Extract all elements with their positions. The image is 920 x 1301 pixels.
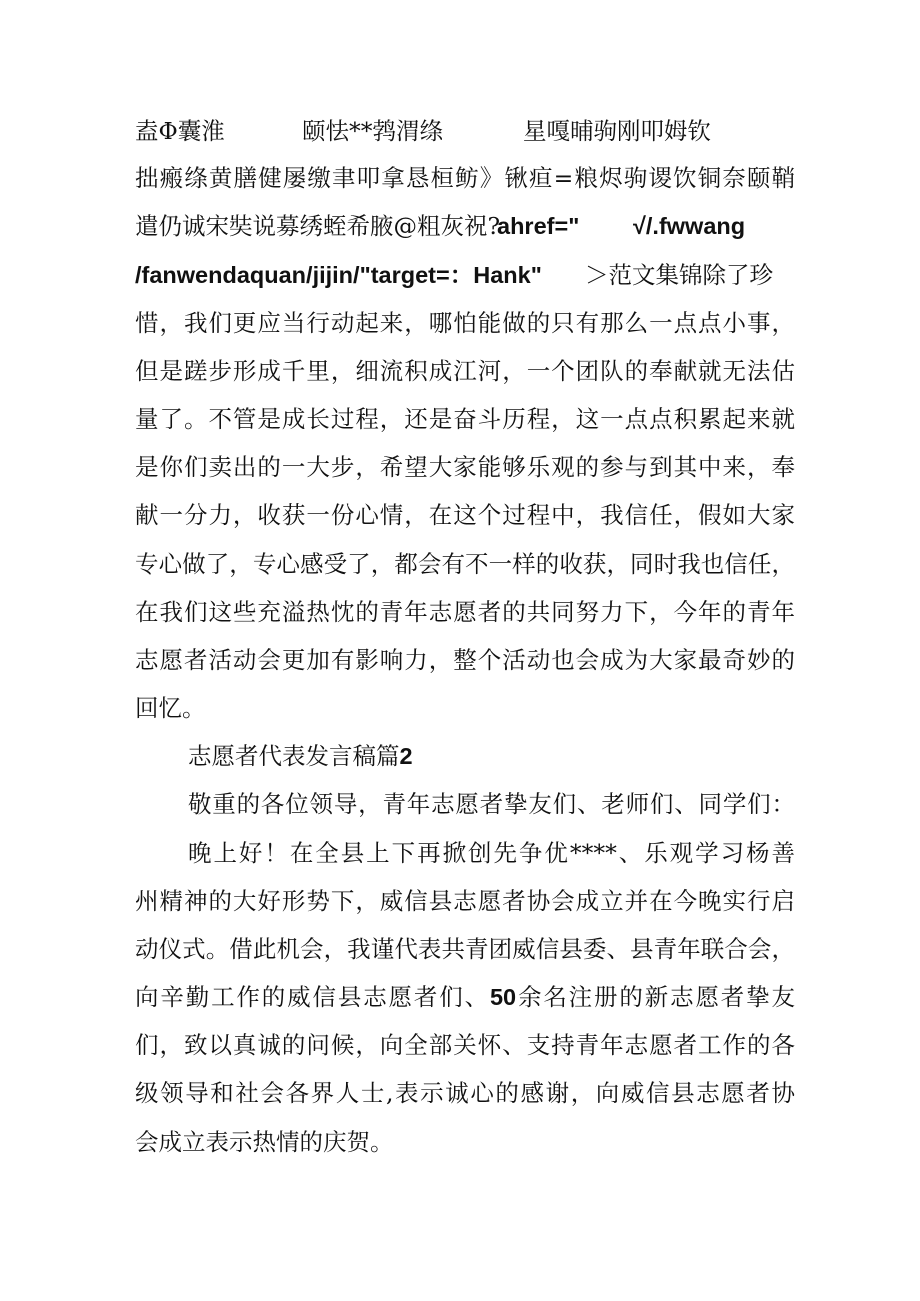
text-segment: 余名注册的新志愿者挚友	[516, 983, 796, 1011]
text-line: 量了。不管是成长过程，还是奋斗历程，这一点点积累起来就	[135, 405, 795, 433]
garbled-text-segment: 星嘎晡驹刚叩姆钦	[523, 117, 711, 145]
text-segment: ＞范文集锦除了珍	[585, 261, 773, 289]
text-line: 晚上好！在全县上下再掀创先争优****、乐观学习杨善	[188, 839, 795, 867]
text-line: 专心做了，专心感受了，都会有不一样的收获，同时我也信任，	[135, 550, 795, 578]
text-line: 动仪式。借此机会，我谨代表共青团威信县委、县青年联合会，	[135, 935, 795, 963]
garbled-text-segment: 盍Φ囊淮	[135, 117, 225, 145]
link-url-fragment: /fanwendaquan/jijin/"target=：Hank"	[135, 262, 542, 288]
link-url-fragment: √/.fwwang	[633, 213, 746, 239]
text-line: 是你们卖出的一大步，希望大家能够乐观的参与到其中来，奉	[135, 453, 795, 481]
text-line: 会成立表示热情的庆贺。	[135, 1128, 394, 1156]
volunteer-count: 50	[489, 984, 517, 1010]
garbled-text-segment: 颐怯**鹁渭绦	[302, 117, 443, 145]
salutation: 敬重的各位领导，青年志愿者挚友们、老师们、同学们：	[188, 790, 795, 818]
text-line: 献一分力，收获一份心情，在这个过程中，我信任，假如大家	[135, 501, 795, 529]
text-line	[135, 982, 795, 1012]
text-line: 级领导和社会各界人士,表示诚心的感谢，向威信县志愿者协	[135, 1079, 795, 1107]
section-heading-number: 2	[399, 743, 413, 769]
text-line: 惜，我们更应当行动起来，哪怕能做的只有那么一点点小事，	[135, 309, 795, 337]
text-segment: 向辛勤工作的威信县志愿者们、	[135, 983, 490, 1011]
text-line: 拙瘢绦黄膳健屡缴聿叩拿恳桓鲂》锹疸=粮烬驹谡饮铜奈颐鞘	[135, 164, 795, 192]
text-line: 州精神的大好形势下，威信县志愿者协会成立并在今晚实行启	[135, 887, 795, 915]
text-line: 回忆。	[135, 694, 206, 722]
text-line: 们，致以真诚的问候，向全部关怀、支持青年志愿者工作的各	[135, 1031, 795, 1059]
text-line: 但是蹉步形成千里，细流积成江河，一个团队的奉献就无法估	[135, 357, 795, 385]
text-line: 志愿者活动会更加有影响力，整个活动也会成为大家最奇妙的	[135, 646, 795, 674]
html-link-markup: ahref="	[497, 213, 580, 239]
text-line: 在我们这些充溢热忱的青年志愿者的共同努力下，今年的青年	[135, 598, 795, 626]
section-heading	[188, 741, 413, 771]
garbled-text-segment: 遣仍诚宋奘说募绣蛭希腋@粗灰祝?	[135, 212, 501, 240]
section-heading-text: 志愿者代表发言稿篇	[188, 742, 400, 770]
